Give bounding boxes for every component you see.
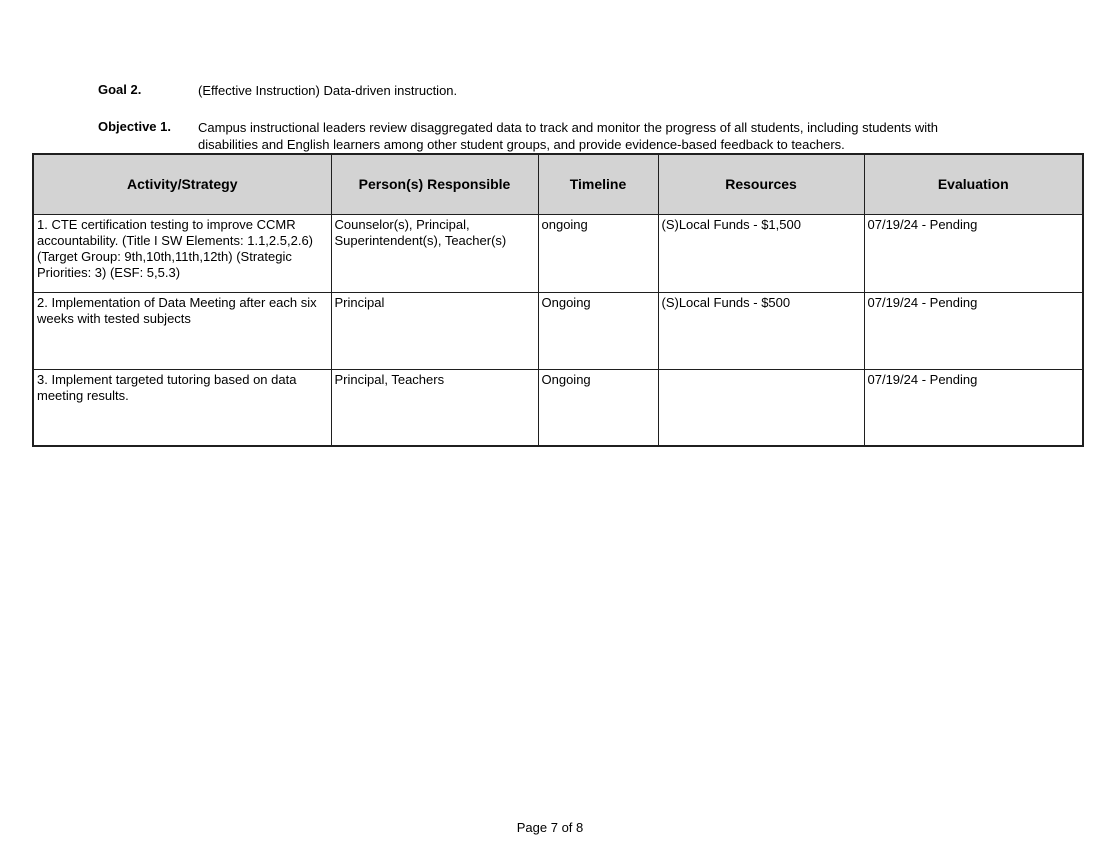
column-header-persons-responsible: Person(s) Responsible [331,154,538,214]
cell-timeline: Ongoing [538,292,658,369]
cell-timeline: Ongoing [538,369,658,446]
cell-persons: Principal [331,292,538,369]
page-number-indicator: Page 7 of 8 [516,820,584,835]
cell-evaluation: 07/19/24 - Pending [864,292,1083,369]
cell-activity: 1. CTE certification testing to improve CCMR accountability. (Title I SW Elements: 1.1,2.5,2.6) (Target Group: 9th,10th,11th,12th) (Strategic Priorities: 3) (ESF: 5,5.3) [33,214,331,292]
cell-timeline: ongoing [538,214,658,292]
activity-strategy-table [32,153,1084,447]
cell-evaluation: 07/19/24 - Pending [864,369,1083,446]
cell-resources: (S)Local Funds - $1,500 [658,214,864,292]
goal-text: (Effective Instruction) Data-driven instruction. [198,83,458,98]
cell-resources: (S)Local Funds - $500 [658,292,864,369]
table-row [33,214,1083,292]
table-header-row [33,154,1083,214]
objective-label: Objective 1. [98,119,171,134]
cell-resources [658,369,864,446]
cell-activity: 2. Implementation of Data Meeting after each six weeks with tested subjects [33,292,331,369]
objective-text: Campus instructional leaders review disaggregated data to track and monitor the progress of all students, including students with disabilities and English learners among other student groups, and provide evidence-based feedback to teachers. [198,120,938,152]
column-header-evaluation: Evaluation [864,154,1083,214]
column-header-resources: Resources [658,154,864,214]
goal-label: Goal 2. [98,82,142,97]
cell-persons: Principal, Teachers [331,369,538,446]
cell-evaluation: 07/19/24 - Pending [864,214,1083,292]
table-row [33,292,1083,369]
column-header-timeline: Timeline [538,154,658,214]
column-header-activity-strategy: Activity/Strategy [33,154,331,214]
cell-persons: Counselor(s), Principal, Superintendent(s), Teacher(s) [331,214,538,292]
cell-activity: 3. Implement targeted tutoring based on data meeting results. [33,369,331,446]
table-row [33,369,1083,446]
